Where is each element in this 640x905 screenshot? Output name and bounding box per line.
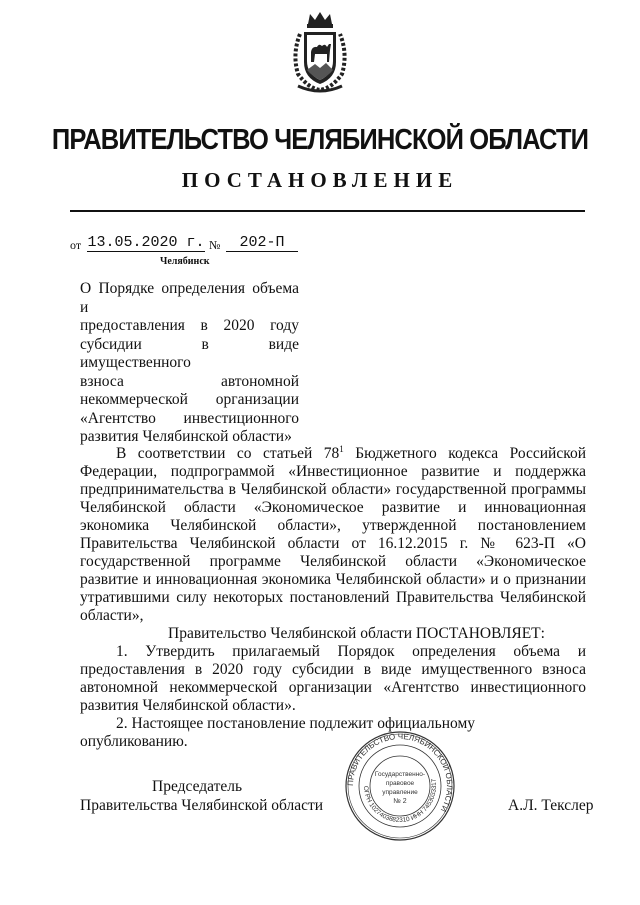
article-superscript: 1 xyxy=(339,444,344,454)
document-number: 202-П xyxy=(226,234,298,252)
seal-center-line: управление xyxy=(382,789,418,796)
subject-line: субсидии в виде имущественного xyxy=(80,335,299,371)
signatory-name: А.Л. Текслер xyxy=(508,797,594,814)
subject-line: предоставления в 2020 году xyxy=(80,317,299,334)
resolution-line: Правительство Челябинской области ПОСТАНОВЛЯЕТ: xyxy=(168,625,545,643)
subject-line: развития Челябинской области» xyxy=(80,428,292,445)
official-seal xyxy=(344,730,456,842)
header-rule xyxy=(70,210,585,212)
seal-center-line: правовое xyxy=(385,780,415,787)
subject-line: некоммерческой организации xyxy=(80,391,299,408)
signatory-position-line1: Председатель xyxy=(152,778,243,795)
seal-codes-text: ОГРН 1027403882310 ИНН 7453033317 xyxy=(361,778,439,825)
document-body xyxy=(80,440,586,751)
subject-line: «Агентство инвестиционного xyxy=(80,409,299,427)
subject-line: взноса автономной xyxy=(80,372,299,390)
item-2: 2. Настоящее постановление подлежит официальному опубликованию. xyxy=(80,715,476,751)
date-label: от xyxy=(70,238,82,252)
document-subject xyxy=(80,280,299,447)
item-1: 1. Утвердить прилагаемый Порядок определения объема и предоставления в 2020 году субсидии в виде имущественного взноса автономной некоммерческой организации «Агентство инвестиционного развития Челябинской области». xyxy=(80,643,586,715)
document-date: 13.05.2020 г. xyxy=(87,234,205,251)
preamble-start: В соответствии со статьей 78 xyxy=(116,445,340,463)
number-label: № xyxy=(209,238,221,252)
preamble-paragraph xyxy=(80,440,586,625)
document-type: ПОСТАНОВЛЕНИЕ xyxy=(181,168,459,192)
coat-of-arms-icon xyxy=(288,10,352,94)
signatory-position-line2: Правительства Челябинской области xyxy=(80,797,324,814)
seal-center-line: Государственно- xyxy=(374,771,426,778)
organization-title: ПРАВИТЕЛЬСТВО ЧЕЛЯБИНСКОЙ ОБЛАСТИ xyxy=(51,124,589,156)
subject-line: О Порядке определения объема и xyxy=(80,280,299,316)
seal-center-line: № 2 xyxy=(393,798,407,805)
city-label: Челябинск xyxy=(160,256,210,267)
seal-outer-text: ПРАВИТЕЛЬСТВО ЧЕЛЯБИНСКОЙ ОБЛАСТИ xyxy=(345,731,455,814)
preamble-rest: Бюджетного кодекса Российской Федерации, подпрограммой «Инвестиционное развитие и поддержка предпринимательства в Челябинской области» государственной программы Челябинской области «Экономическое развитие и инновационная экономика Челябинской области», утвержденной постановлением Правительства Челябинской области от 16.12.2015 г. № 623-П «О государственной программе Челябинской области «Экономическое развитие и инновационная экономика Челябинской области» и о признании утратившими силу некоторых постановлений Правительства Челябинской области», xyxy=(80,445,586,625)
